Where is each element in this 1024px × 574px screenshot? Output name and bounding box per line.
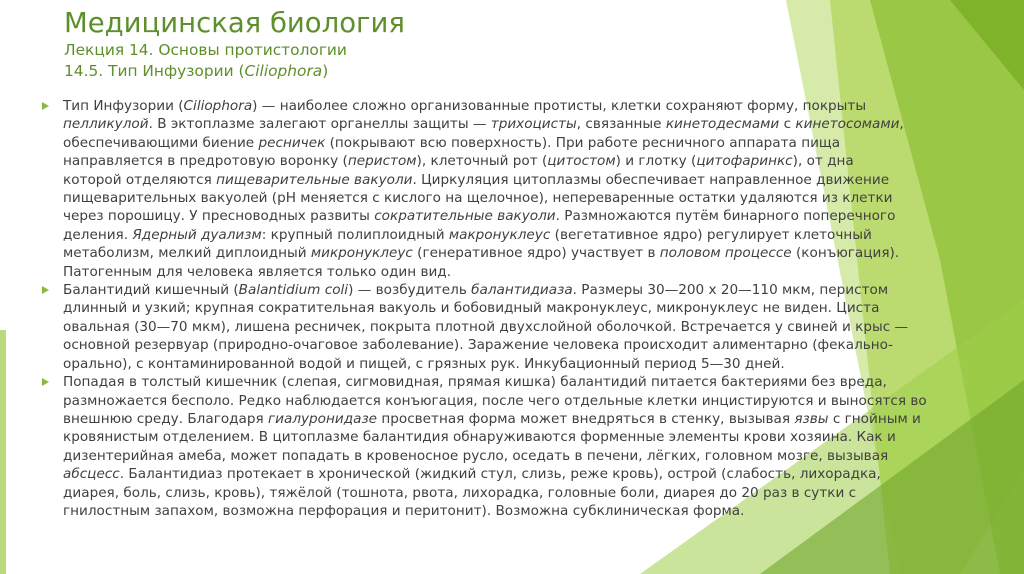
text-run: пищеварительных вакуолей (рН меняется с кислого на щелочное), непереваренные остатки удаляются из клетки: [63, 190, 893, 207]
text-run: . Балантидиаз протекает в хронической (жидкий стул, слизь, реже кровь), острой (слабость, лихорадка,: [119, 466, 881, 483]
italic-term: пелликулой: [63, 116, 149, 133]
text-run: через порошицу. У пресноводных развиты: [63, 208, 375, 225]
page-subtitle-lecture: [64, 40, 784, 61]
italic-term: гиалуронидазе: [268, 410, 378, 427]
bullet-arrow-icon: [42, 102, 49, 110]
italic-term: Ядерный дуализм: [132, 226, 262, 243]
text-run: Тип Инфузории (: [63, 98, 184, 114]
page-title: Медицинская биология: [64, 7, 405, 39]
italic-term: сократительные вакуоли: [374, 208, 556, 225]
text-run: метаболизм, мелкий диплоидный: [63, 245, 311, 262]
text-line: [63, 115, 995, 133]
text-line: [63, 244, 995, 262]
text-run: . В эктоплазме залегают органеллы защиты —: [148, 116, 491, 133]
text-run: основной резервуар (природно-очаговое заболевание). Заражение человека происходит алиментарно (фекально-: [63, 337, 893, 354]
text-run: ) — наиболее сложно организованные протисты, клетки сохраняют форму, покрыты: [252, 98, 867, 114]
text-run: Попадая в толстый кишечник (слепая, сигмовидная, прямая кишка) балантидий питается бактериями без вреда,: [63, 374, 887, 391]
title-block: [64, 6, 784, 82]
italic-term: цитостом: [547, 153, 616, 170]
bullet-paragraph: [40, 281, 995, 373]
text-run: (генеративное ядро) участвует в: [412, 245, 660, 262]
text-run: овальная (30—70 мкм), лишена ресничек, покрыта плотной двухслойной оболочкой. Встречается у свиней и крыс —: [63, 318, 909, 335]
italic-term: кинетосомами: [795, 116, 900, 133]
text-line: [63, 373, 995, 391]
page-subtitle-section: [64, 61, 784, 82]
italic-term: кинетодесмами: [665, 116, 780, 133]
text-run: размножается бесполо. Редко наблюдается конъюгация, после чего отдельные клетки инцистируются и выносятся во: [63, 392, 927, 409]
text-run: орально), с контаминированной водой и пищей, с грязных рук. Инкубационный период 5—30 дней.: [63, 355, 785, 372]
text-line: [63, 207, 995, 225]
text-run: диарея, боль, слизь, кровь), тяжёлой (тошнота, рвота, лихорадка, головные боли, диарея до 20 раз в сутки с: [63, 484, 857, 501]
text-line: [63, 318, 995, 336]
text-run: Патогенным для человека является только один вид.: [63, 263, 452, 280]
text-line: [63, 171, 995, 189]
text-run: ), от дна: [792, 153, 854, 170]
bullet-paragraph: [40, 373, 995, 520]
text-line: [63, 447, 995, 465]
text-line: [63, 134, 995, 152]
text-line: [63, 97, 995, 115]
italic-term: абсцесс: [63, 466, 120, 483]
text-run: (конъюгация).: [791, 245, 900, 262]
text-line: [63, 299, 995, 317]
body-text: [40, 97, 995, 520]
text-run: , связанные: [576, 116, 666, 133]
italic-term: ресничек: [258, 134, 326, 151]
text-run: которой отделяются: [63, 171, 217, 188]
text-line: [63, 355, 995, 373]
text-line: [63, 263, 995, 281]
text-line: [63, 465, 995, 483]
text-run: : крупный полиплоидный: [261, 226, 449, 243]
subtitle-section-latin: Ciliophora: [244, 62, 323, 80]
text-run: с: [779, 116, 796, 133]
text-run: внешнюю среду. Благодаря: [63, 410, 269, 427]
text-run: ) и глотку (: [615, 153, 697, 170]
text-run: ) — возбудитель: [348, 282, 472, 299]
italic-term: Balantidium coli: [238, 282, 349, 299]
text-run: деления.: [63, 226, 133, 243]
text-line: [63, 392, 995, 410]
text-line: [63, 226, 995, 244]
subtitle-section-close: ): [322, 62, 329, 80]
subtitle-section-text: 14.5. Тип Инфузории (: [64, 62, 245, 80]
text-run: ,: [899, 116, 904, 133]
text-line: [63, 484, 995, 502]
italic-term: язвы: [794, 410, 829, 427]
text-line: [63, 152, 995, 170]
italic-term: цитофаринкс: [696, 153, 793, 170]
bullet-paragraph: [40, 97, 995, 281]
text-run: . Размеры 30—200 х 20—110 мкм, перистом: [572, 282, 889, 299]
text-line: [63, 410, 995, 428]
text-run: (покрывают всю поверхность). При работе ресничного аппарата пища: [325, 134, 841, 151]
italic-term: микронуклеус: [310, 245, 413, 262]
text-run: с гнойным и: [828, 410, 921, 427]
italic-term: пищеварительные вакуоли: [216, 171, 413, 188]
italic-term: Ciliophora: [183, 98, 253, 114]
text-run: ), клеточный рот (: [416, 153, 548, 170]
text-run: (вегетативное ядро) регулирует клеточный: [550, 226, 872, 243]
bullet-arrow-icon: [42, 286, 49, 294]
italic-term: половом процессе: [659, 245, 792, 262]
text-run: . Размножаются путём бинарного поперечного: [555, 208, 896, 225]
text-line: [63, 336, 995, 354]
italic-term: балантидиаза: [471, 282, 573, 299]
text-run: обеспечивающими биение: [63, 134, 259, 151]
text-line: [63, 189, 995, 207]
bullet-arrow-icon: [42, 378, 49, 386]
italic-term: перистом: [347, 153, 417, 170]
italic-term: макронуклеус: [448, 226, 551, 243]
text-line: [63, 502, 995, 520]
subtitle-lecture-text: Лекция 14. Основы протистологии: [64, 41, 347, 59]
deco-band-left: [0, 330, 6, 574]
text-run: Балантидий кишечный (: [63, 282, 239, 299]
text-run: . Циркуляция цитоплазмы обеспечивает направленное движение: [412, 171, 890, 188]
text-run: просветная форма может внедряться в стенку, вызывая: [377, 410, 795, 427]
text-run: направляется в предротовую воронку (: [63, 153, 348, 170]
text-line: [63, 281, 995, 299]
text-run: гнилостным запахом, возможна перфорация и перитонит). Возможна субклиническая форма.: [63, 502, 745, 519]
italic-term: трихоцисты: [490, 116, 577, 133]
text-run: дизентерийная амеба, может попадать в кровеносное русло, оседать в печени, лёгких, головном мозге, вызывая: [63, 447, 889, 464]
text-line: [63, 428, 995, 446]
text-run: длинный и узкий; крупная сократительная вакуоль и бобовидный макронуклеус, микронуклеус не виден. Циста: [63, 300, 880, 317]
text-run: кровянистым отделением. В цитоплазме балантидия обнаруживаются форменные элементы крови хозяина. Как и: [63, 429, 896, 446]
